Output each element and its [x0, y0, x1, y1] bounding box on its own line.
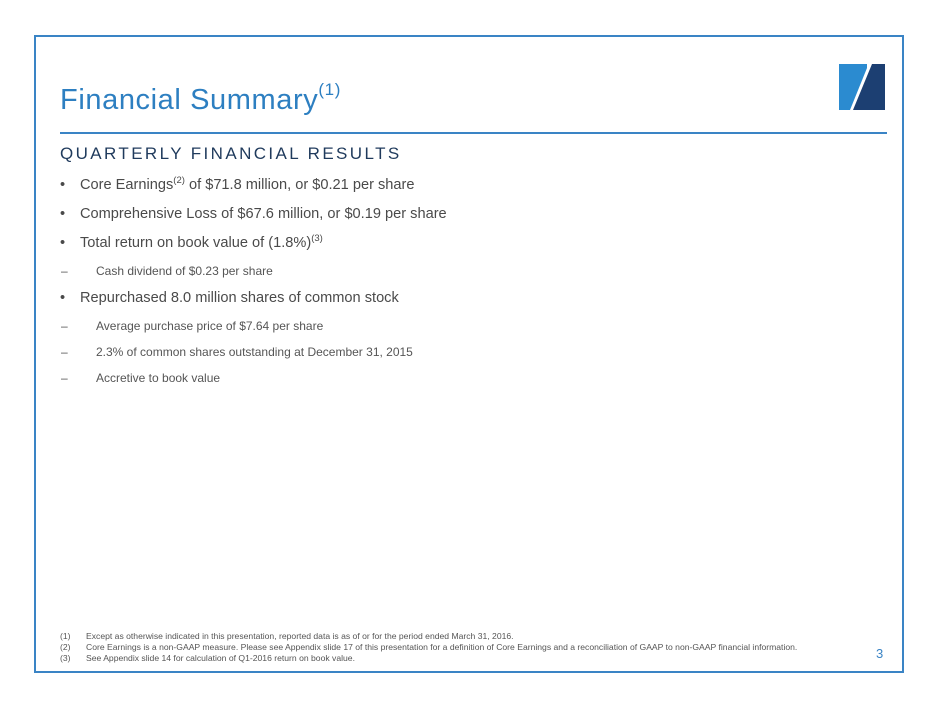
sub-bullet-dash-icon: –	[61, 345, 68, 359]
footnote-number: (1)	[60, 631, 71, 641]
page-number: 3	[876, 646, 884, 661]
footnote-number: (2)	[60, 642, 71, 652]
sub-bullet-text: Cash dividend of $0.23 per share	[96, 264, 273, 278]
sub-bullet-shares-outstanding	[60, 345, 413, 359]
sub-bullet-dash-icon: –	[61, 319, 68, 333]
footnotes	[60, 631, 840, 664]
page-title	[60, 80, 341, 117]
sub-bullet-dash-icon: –	[61, 264, 68, 278]
footnote-text: Except as otherwise indicated in this presentation, reported data is as of or for the period ended March 31, 2016.	[86, 631, 514, 641]
footnote-marker: (2)	[173, 175, 185, 186]
company-logo-icon	[837, 62, 887, 112]
sub-bullet-text: Accretive to book value	[96, 371, 221, 385]
bullet-text: Comprehensive Loss of $67.6 million, or $0.19 per share	[80, 206, 447, 222]
footnote-marker: (3)	[311, 233, 323, 244]
bullet-dot-icon: •	[60, 206, 66, 222]
bullet-dot-icon: •	[60, 290, 66, 306]
footnote-2	[60, 642, 840, 653]
footnote-3	[60, 653, 840, 664]
footnote-text: Core Earnings is a non-GAAP measure. Please see Appendix slide 17 of this presentation for a definition of Core Earnings and a reconciliation of GAAP to non-GAAP financial information.	[86, 642, 798, 652]
bullet-text: Repurchased 8.0 million shares of common stock	[80, 290, 399, 306]
bullet-comprehensive-loss	[60, 206, 447, 222]
sub-bullet-average-price	[60, 319, 323, 333]
bullet-dot-icon: •	[60, 235, 66, 251]
bullet-core-earnings	[60, 177, 415, 193]
bullet-text: Total return on book value of (1.8%)	[80, 235, 312, 251]
footnote-number: (3)	[60, 653, 71, 663]
sub-bullet-dividend	[60, 264, 273, 278]
bullet-dot-icon: •	[60, 177, 66, 193]
bullet-total-return	[60, 235, 323, 251]
bullet-text: Core Earnings	[80, 177, 174, 193]
page-title-text: Financial Summary	[60, 84, 319, 116]
sub-bullet-dash-icon: –	[61, 371, 68, 385]
sub-bullet-text: 2.3% of common shares outstanding at December 31, 2015	[96, 345, 413, 359]
section-heading: QUARTERLY FINANCIAL RESULTS	[60, 144, 402, 163]
bullet-repurchased	[60, 290, 399, 306]
footnote-1	[60, 631, 840, 642]
sub-bullet-accretive	[60, 371, 220, 385]
title-footnote-marker: (1)	[318, 80, 341, 99]
title-divider	[60, 132, 887, 134]
footnote-text: See Appendix slide 14 for calculation of Q1-2016 return on book value.	[86, 653, 355, 663]
sub-bullet-text: Average purchase price of $7.64 per share	[96, 319, 324, 333]
bullet-text: of $71.8 million, or $0.21 per share	[184, 177, 415, 193]
